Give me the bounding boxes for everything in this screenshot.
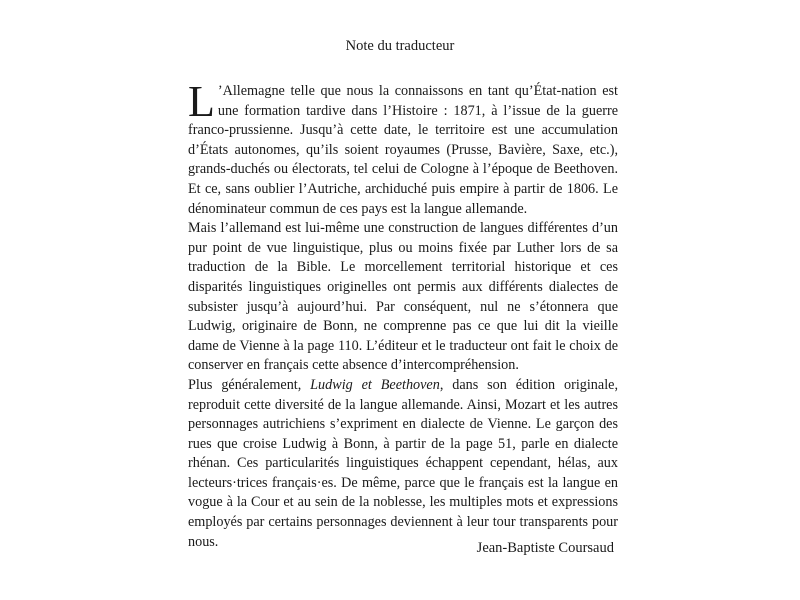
paragraph-3-lead: Plus généralement, <box>188 376 311 393</box>
paragraph-3 <box>188 376 618 552</box>
paragraph-3-rest: , dans son édition originale, reproduit cette diversité de la langue allemande. Ainsi, Mozart et les autres personnages autrichiens s’expriment en dialecte de Vienne. Le garçon des rues que croise Ludwig à Bonn, à partir de la page 51, parle en dialecte rhénan. Ces particularités linguistiques échappent cependant, hélas, aux lecteurs·trices français·es. De même, parce que le français est la langue en vogue à la Cour et au sein de la noblesse, les multiples mots et expressions employés par certains personnages deviennent à leur tour transparents pour nous. <box>188 376 618 550</box>
book-title: Ludwig et Beethoven <box>310 376 440 393</box>
body-text <box>188 77 618 552</box>
paragraph-1 <box>188 77 618 219</box>
paragraph-1-text: ’Allemagne telle que nous la connaissons en tant qu’État-nation est une formation tardive dans l’Histoire : 1871, à l’issue de la guerre franco-prussienne. Jusqu’à cette date, le territoire est une accumulation d’États autonomes, qu’ils soient royaumes (Prusse, Bavière, Saxe, etc.), grands-duchés ou électorats, tel celui de Cologne à l’époque de Beethoven. Et ce, sans oublier l’Autriche, archiduché puis empire à partir de 1806. Le dénominateur commun de ces pays est la langue allemande. <box>188 83 618 217</box>
signature: Jean-Baptiste Coursaud <box>476 540 614 556</box>
page-title: Note du traducteur <box>345 38 455 54</box>
drop-cap: L <box>188 77 215 126</box>
paragraph-2: Mais l’allemand est lui-même une construction de langues différentes d’un pur point de vue linguistique, plus ou moins fixée par Luther lors de sa traduction de la Bible. Le morcellement territorial historique et ces disparités linguistiques originelles ont permis aux différents dialectes de subsister jusqu’à aujourd’hui. Par conséquent, nul ne s’étonnera que Ludwig, originaire de Bonn, ne comprenne pas ce que lui dit la vieille dame de Vienne à la page 110. L’éditeur et le traducteur ont fait le choix de conserver en français cette absence d’intercompréhension. <box>188 220 618 374</box>
